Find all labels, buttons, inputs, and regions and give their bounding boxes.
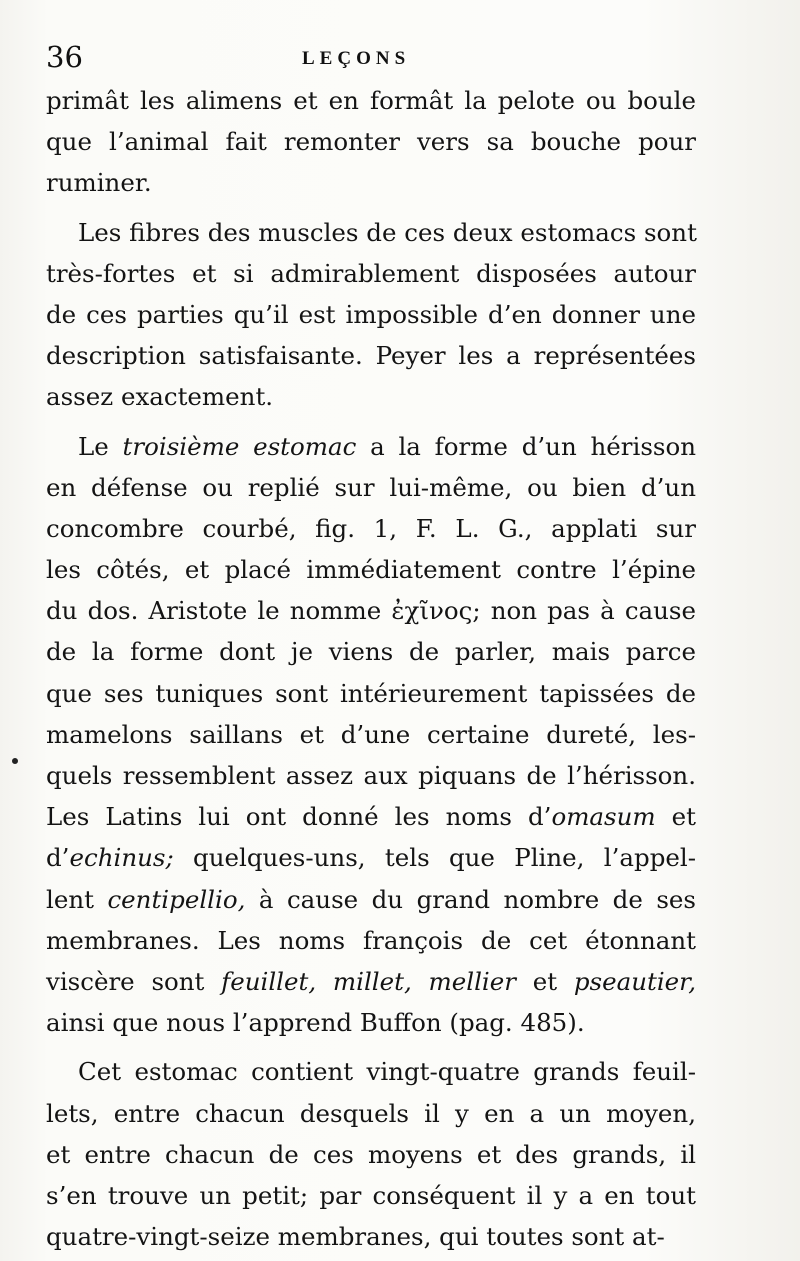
text-line: quels ressemblent assez aux piquans de l’hérisson.: [46, 761, 696, 790]
text-run: et: [515, 966, 574, 996]
running-head: LEÇONS: [302, 48, 411, 69]
text-line: du dos. Aristote le nomme ἐχῖνος; non pas à cause: [46, 596, 696, 626]
text-line: quatre-vingt-seize membranes, qui toutes sont at-: [46, 1222, 665, 1252]
text-line: assez exactement.: [46, 382, 274, 412]
text-line: [46, 426, 696, 467]
text-line: Les fibres des muscles de ces deux estomacs sont: [78, 217, 697, 247]
paragraph-p2: [46, 212, 696, 418]
text-run: a la forme d’un hérisson: [356, 431, 696, 461]
text-line: très-fortes et si admirablement disposées autour: [46, 258, 696, 288]
text-line: membranes. Les noms françois de cet étonnant: [46, 925, 696, 955]
paragraph-gap: [46, 418, 696, 426]
text-line: lets, entre chacun desquels il y en a un moyen,: [46, 1098, 696, 1128]
text-line: que l’animal fait remonter vers sa bouche pour: [46, 127, 696, 157]
paragraph-p3: [46, 426, 696, 1044]
text-line: en défense ou replié sur lui-même, ou bien d’un: [46, 472, 696, 502]
italic-text: centipellio,: [107, 884, 246, 914]
text-line: [46, 879, 696, 920]
paragraph-gap: [46, 1043, 696, 1051]
text-line: mamelons saillans et d’une certaine dureté, les-: [46, 719, 696, 749]
page-number: 36: [46, 40, 83, 74]
italic-text: feuillet, millet, mellier: [221, 966, 516, 996]
text-line: primât les alimens et en formât la pelote ou boule: [46, 86, 696, 115]
text-line: que ses tuniques sont intérieurement tapissées de: [46, 678, 696, 708]
paragraph-gap: [46, 204, 696, 212]
text-line: ainsi que nous l’apprend Buffon (pag. 485).: [46, 1008, 585, 1038]
italic-text: echinus;: [69, 843, 174, 873]
text-line: [46, 796, 696, 837]
text-run: lent: [46, 884, 108, 914]
margin-mark: [12, 758, 18, 764]
paragraph-p4: [46, 1051, 696, 1257]
paragraph-p1: [46, 80, 696, 204]
text-run: Les Latins lui ont donné les noms d’: [46, 802, 552, 832]
text-line: de ces parties qu’il est impossible d’en donner une: [46, 299, 696, 329]
italic-text: omasum: [551, 802, 656, 832]
text-run: d’: [46, 843, 70, 873]
text-line: les côtés, et placé immédiatement contre l’épine: [46, 555, 696, 585]
text-line: ruminer.: [46, 168, 152, 198]
text-run: Le: [78, 431, 123, 461]
text-run: quelques-uns, tels que Pline, l’appel-: [173, 843, 696, 873]
text-line: [46, 837, 696, 878]
text-line: [46, 961, 696, 1002]
italic-text: troisième estomac: [122, 431, 357, 461]
text-run: et: [655, 802, 696, 832]
text-line: description satisfaisante. Peyer les a représentées: [46, 341, 696, 371]
body-text: [46, 80, 696, 1257]
italic-text: pseautier,: [573, 966, 696, 996]
text-line: de la forme dont je viens de parler, mais parce: [46, 637, 696, 667]
page-header: [46, 40, 696, 80]
text-run: à cause du grand nombre de ses: [245, 884, 696, 914]
text-line: s’en trouve un petit; par conséquent il y a en tout: [46, 1180, 696, 1210]
text-line: concombre courbé, fig. 1, F. L. G., applati sur: [46, 513, 696, 543]
text-run: viscère sont: [46, 966, 222, 996]
text-line: et entre chacun de ces moyens et des grands, il: [46, 1139, 696, 1169]
text-line: Cet estomac contient vingt-quatre grands feuil-: [78, 1057, 696, 1087]
